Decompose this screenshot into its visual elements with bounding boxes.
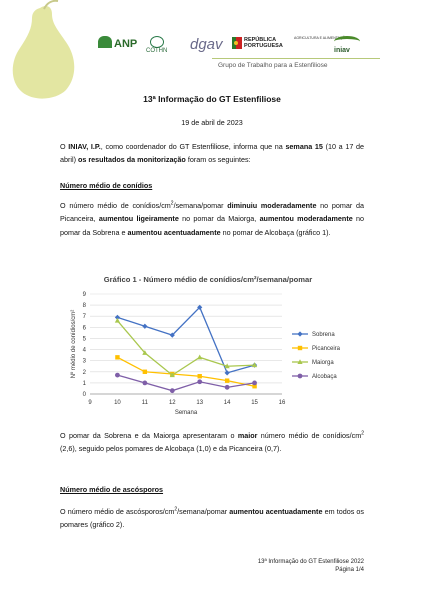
data-point bbox=[225, 385, 230, 390]
x-tick-label: 14 bbox=[223, 400, 231, 406]
y-tick-label: 2 bbox=[82, 369, 86, 376]
header-divider bbox=[212, 58, 380, 59]
data-point bbox=[225, 370, 230, 375]
y-tick-label: 1 bbox=[82, 380, 86, 387]
iniav-logo: iniav bbox=[334, 36, 360, 60]
cothn-logo: COTHN bbox=[146, 36, 167, 60]
legend-label: Picanceira bbox=[312, 346, 341, 353]
document-title: 13ª Informação do GT Estenfiliose bbox=[143, 94, 281, 104]
data-point bbox=[142, 380, 147, 385]
legend-marker bbox=[298, 346, 302, 350]
partner-logos: ANP COTHN dgav REPÚBLICA PORTUGUESA AGRICULTURA E ALIMENTAÇÃO iniav bbox=[98, 36, 418, 66]
section-heading-ascosporos: Número médio de ascósporos bbox=[60, 485, 164, 494]
footer-page-number: Página 1/4 bbox=[335, 567, 364, 573]
page-footer bbox=[144, 558, 364, 574]
legend-label: Maiorga bbox=[312, 360, 334, 367]
data-point bbox=[115, 355, 119, 359]
data-point bbox=[225, 378, 229, 382]
series-line-sobrena bbox=[117, 307, 254, 373]
legend-marker bbox=[298, 374, 303, 379]
x-tick-label: 15 bbox=[251, 400, 258, 406]
data-point bbox=[197, 379, 202, 384]
chart-title: Gráfico 1 - Número médio de conídios/cm²/semana/pomar bbox=[103, 275, 313, 284]
data-point bbox=[197, 355, 202, 360]
data-point bbox=[142, 324, 147, 329]
document-date: 19 de abril de 2023 bbox=[181, 118, 243, 127]
data-point bbox=[170, 388, 175, 393]
y-tick-label: 9 bbox=[82, 292, 86, 298]
anp-mark-icon bbox=[98, 36, 112, 48]
y-axis-label: Nº médio de conídios/cm² bbox=[71, 309, 77, 379]
y-tick-label: 0 bbox=[82, 392, 86, 398]
x-tick-label: 11 bbox=[141, 400, 148, 406]
x-tick-label: 12 bbox=[168, 400, 176, 406]
cothn-emblem-icon bbox=[150, 36, 164, 48]
legend-label: Sobrena bbox=[312, 332, 335, 339]
data-point bbox=[252, 380, 257, 385]
data-point bbox=[115, 373, 120, 378]
conidios-line-chart bbox=[56, 270, 360, 420]
footer-doc-title: 13ª Informação do GT Estenfiliose 2022 bbox=[257, 559, 364, 565]
y-tick-label: 8 bbox=[82, 303, 86, 310]
ascosporos-paragraph: O número médio de ascósporos/$cm^2/semana$/pomar aumentou acentuadamente em todos os pomares (gráfico 2). bbox=[60, 506, 365, 530]
results-paragraph: O pomar da Sobrena e da Maiorga apresentaram o maior número médio de conídios/$cm^2$ (2,6), seguido pelos pomares de Alcobaça (1,0) e da Picanceira (0,7). bbox=[60, 430, 364, 454]
section-heading-conidios: Número médio de conídios bbox=[60, 181, 153, 190]
x-tick-label: 10 bbox=[114, 400, 121, 406]
series-line-maiorga bbox=[117, 321, 254, 375]
pear-logo bbox=[0, 0, 92, 100]
legend-label: Alcobaça bbox=[312, 374, 337, 381]
x-tick-label: 16 bbox=[278, 400, 286, 406]
x-tick-label: 13 bbox=[196, 400, 204, 406]
x-axis-label: Semana bbox=[174, 410, 198, 416]
y-tick-label: 7 bbox=[82, 314, 86, 321]
data-point bbox=[198, 374, 202, 378]
y-tick-label: 5 bbox=[82, 336, 86, 343]
portugal-flag-icon bbox=[232, 37, 242, 49]
x-tick-label: 9 bbox=[88, 400, 92, 406]
intro-paragraph: O INIAV, I.P., como coordenador do GT Estenfiliose, informa que na semana 15 (10 a 17 de abril) os resultados da monitorização foram os seguintes: bbox=[60, 142, 364, 165]
dgav-logo: dgav bbox=[190, 36, 223, 53]
y-tick-label: 4 bbox=[82, 347, 86, 354]
y-tick-label: 6 bbox=[82, 325, 86, 332]
agricultura-logo: AGRICULTURA E ALIMENTAÇÃO bbox=[294, 36, 348, 40]
anp-logo: ANP bbox=[98, 36, 137, 60]
iniav-arc-icon bbox=[334, 36, 360, 47]
data-point bbox=[143, 370, 147, 374]
y-tick-label: 3 bbox=[82, 358, 86, 365]
conidios-paragraph: O número médio de conídios/$cm^2/semana$/pomar diminuiu moderadamente no pomar da Picanceira, aumentou ligeiramente no pomar da Maiorga, aumentou moderadamente no pomar da Sobrena e aumentou acentuadamente no pomar de Alcobaça (gráfico 1). bbox=[60, 200, 364, 237]
legend-marker bbox=[297, 331, 302, 336]
group-name: Grupo de Trabalho para a Estenfiliose bbox=[218, 62, 328, 69]
